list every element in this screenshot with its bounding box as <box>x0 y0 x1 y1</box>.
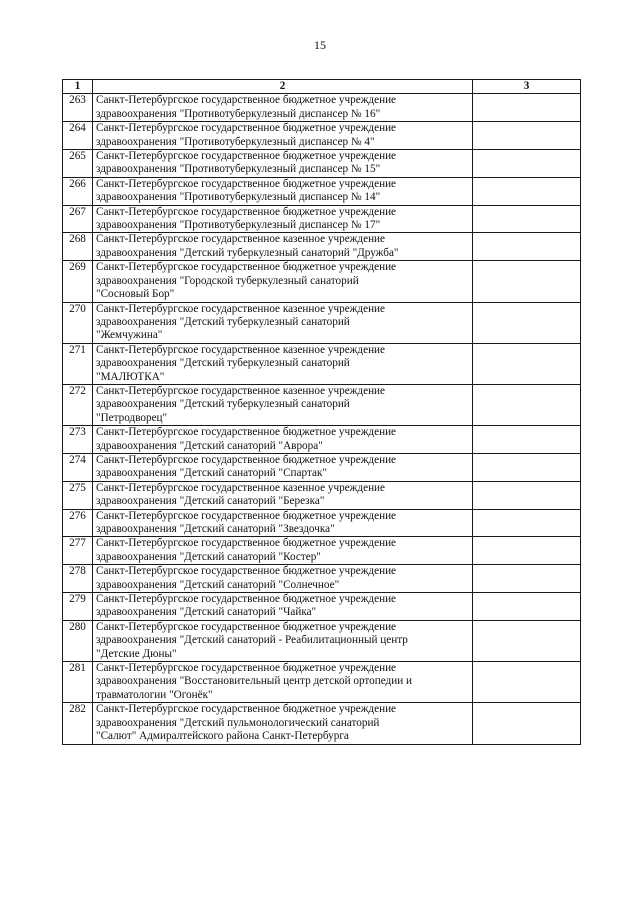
row-number: 275 <box>63 481 93 509</box>
row-number: 269 <box>63 261 93 302</box>
row-number: 272 <box>63 384 93 425</box>
column-header-name: 2 <box>93 80 473 94</box>
institution-name-line: Санкт-Петербургское государственное казенное учреждение <box>96 302 386 315</box>
row-extra-cell <box>473 703 581 744</box>
table-row <box>63 233 581 261</box>
table-row <box>63 703 581 744</box>
institution-name-line: здравоохранения "Детский санаторий "Солнечное" <box>96 578 340 591</box>
institution-name <box>93 177 473 205</box>
institution-name-line: здравоохранения "Детский туберкулезный санаторий "Дружба" <box>96 246 399 259</box>
institution-name-line: "Жемчужина" <box>96 329 163 342</box>
row-extra-cell <box>473 177 581 205</box>
institution-name-line: здравоохранения "Детский санаторий "Звездочка" <box>96 523 335 535</box>
row-extra-cell <box>473 343 581 384</box>
institution-name <box>93 94 473 122</box>
institution-name <box>93 620 473 661</box>
table-row <box>63 150 581 178</box>
row-number: 266 <box>63 177 93 205</box>
institution-name-line: Санкт-Петербургское государственное бюджетное учреждение <box>96 662 397 675</box>
institution-name-line: здравоохранения "Городской туберкулезный санаторий <box>96 274 359 287</box>
row-number: 268 <box>63 233 93 261</box>
institution-name-line: "Петродворец" <box>96 411 168 424</box>
institution-name-line: Санкт-Петербургское государственное бюджетное учреждение <box>96 453 397 466</box>
institution-name-line: Санкт-Петербургское государственное бюджетное учреждение <box>96 426 397 439</box>
column-header-extra: 3 <box>473 80 581 94</box>
institution-name <box>93 537 473 565</box>
row-extra-cell <box>473 205 581 233</box>
institution-name-line: травматологии "Огонёк" <box>96 688 213 701</box>
row-extra-cell <box>473 620 581 661</box>
row-number: 280 <box>63 620 93 661</box>
institution-name-line: здравоохранения "Противотуберкулезный диспансер № 14" <box>96 191 381 204</box>
institution-name-line: здравоохранения "Противотуберкулезный диспансер № 4" <box>96 135 375 148</box>
institution-name-line: Санкт-Петербургское государственное бюджетное учреждение <box>96 703 397 716</box>
institution-name <box>93 481 473 509</box>
row-extra-cell <box>473 453 581 481</box>
table-row <box>63 384 581 425</box>
row-extra-cell <box>473 261 581 302</box>
table-row <box>63 537 581 565</box>
row-extra-cell <box>473 509 581 537</box>
institution-name <box>93 662 473 703</box>
table-row <box>63 177 581 205</box>
institution-name <box>93 426 473 454</box>
institution-name <box>93 509 473 537</box>
row-number: 273 <box>63 426 93 454</box>
institution-name-line: "Сосновый Бор" <box>96 288 175 301</box>
table-row <box>63 662 581 703</box>
institution-name-line: здравоохранения "Детский санаторий "Аврора" <box>96 439 323 452</box>
row-extra-cell <box>473 565 581 593</box>
institution-name-line: Санкт-Петербургское государственное бюджетное учреждение <box>96 537 397 550</box>
institution-name <box>93 122 473 150</box>
institution-name-line: здравоохранения "Детский санаторий "Спартак" <box>96 467 327 480</box>
row-number: 270 <box>63 302 93 343</box>
table-row <box>63 620 581 661</box>
institution-name-line: Санкт-Петербургское государственное бюджетное учреждение <box>96 261 397 274</box>
institution-name <box>93 703 473 744</box>
table-row <box>63 426 581 454</box>
table-body <box>63 94 581 744</box>
institution-name-line: здравоохранения "Противотуберкулезный диспансер № 17" <box>96 219 381 232</box>
row-extra-cell <box>473 426 581 454</box>
institution-name-line: Санкт-Петербургское государственное бюджетное учреждение <box>96 565 397 578</box>
institutions-table <box>62 79 581 745</box>
institution-name <box>93 233 473 261</box>
table-row <box>63 94 581 122</box>
institution-name-line: здравоохранения "Детский туберкулезный санаторий <box>96 315 350 328</box>
table-row <box>63 302 581 343</box>
table-row <box>63 261 581 302</box>
row-number: 265 <box>63 150 93 178</box>
institution-name <box>93 384 473 425</box>
institution-name <box>93 150 473 178</box>
table-row <box>63 205 581 233</box>
row-number: 277 <box>63 537 93 565</box>
institution-name-line: Санкт-Петербургское государственное бюджетное учреждение <box>96 205 397 218</box>
institution-name-line: здравоохранения "Детский туберкулезный санаторий <box>96 398 350 411</box>
row-number: 263 <box>63 94 93 122</box>
institution-name-line: Санкт-Петербургское государственное казенное учреждение <box>96 233 386 246</box>
institution-name <box>93 205 473 233</box>
table-row <box>63 481 581 509</box>
row-extra-cell <box>473 593 581 621</box>
institution-name <box>93 343 473 384</box>
institution-name <box>93 565 473 593</box>
institution-name-line: здравоохранения "Детский пульмонологический санаторий <box>96 716 380 729</box>
institution-name-line: "Детские Дюны" <box>96 647 177 660</box>
page-number: 15 <box>314 38 326 52</box>
row-extra-cell <box>473 94 581 122</box>
row-number: 279 <box>63 593 93 621</box>
institution-name-line: здравоохранения "Восстановительный центр детской ортопедии и <box>96 675 412 688</box>
row-number: 282 <box>63 703 93 744</box>
institution-name-line: Санкт-Петербургское государственное бюджетное учреждение <box>96 94 397 107</box>
table-row <box>63 565 581 593</box>
table-row <box>63 453 581 481</box>
institution-name <box>93 261 473 302</box>
institution-name-line: здравоохранения "Детский санаторий - Реабилитационный центр <box>96 634 408 647</box>
row-number: 271 <box>63 343 93 384</box>
institution-name <box>93 593 473 621</box>
institution-name <box>93 302 473 343</box>
table-row <box>63 593 581 621</box>
institution-name <box>93 453 473 481</box>
institution-name-line: здравоохранения "Детский туберкулезный санаторий <box>96 357 350 370</box>
row-extra-cell <box>473 481 581 509</box>
institution-name-line: Санкт-Петербургское государственное бюджетное учреждение <box>96 620 397 633</box>
row-extra-cell <box>473 122 581 150</box>
row-number: 274 <box>63 453 93 481</box>
institution-name-line: здравоохранения "Противотуберкулезный диспансер № 15" <box>96 163 381 176</box>
institution-name-line: Санкт-Петербургское государственное казенное учреждение <box>96 343 386 356</box>
row-number: 276 <box>63 509 93 537</box>
table-row <box>63 343 581 384</box>
institution-name-line: Санкт-Петербургское государственное казенное учреждение <box>96 384 386 397</box>
row-number: 267 <box>63 205 93 233</box>
table-row <box>63 122 581 150</box>
row-number: 264 <box>63 122 93 150</box>
institution-name-line: "МАЛЮТКА" <box>96 370 165 383</box>
table-header-row <box>63 80 581 94</box>
institution-name-line: Санкт-Петербургское государственное бюджетное учреждение <box>96 150 397 163</box>
institution-name-line: "Салют" Адмиралтейского района Санкт-Петербурга <box>96 730 349 743</box>
institution-name-line: здравоохранения "Детский санаторий "Березка" <box>96 495 325 508</box>
row-extra-cell <box>473 662 581 703</box>
row-extra-cell <box>473 302 581 343</box>
institution-name-line: Санкт-Петербургское государственное казенное учреждение <box>96 481 386 494</box>
institution-name-line: здравоохранения "Детский санаторий "Костер" <box>96 550 321 563</box>
row-extra-cell <box>473 233 581 261</box>
institution-name-line: Санкт-Петербургское государственное бюджетное учреждение <box>96 509 397 522</box>
institution-name-line: здравоохранения "Детский санаторий "Чайка" <box>96 606 317 619</box>
institution-name-line: Санкт-Петербургское государственное бюджетное учреждение <box>96 593 397 606</box>
row-extra-cell <box>473 150 581 178</box>
row-extra-cell <box>473 384 581 425</box>
institution-name-line: здравоохранения "Противотуберкулезный диспансер № 16" <box>96 107 381 120</box>
row-number: 281 <box>63 662 93 703</box>
institution-name-line: Санкт-Петербургское государственное бюджетное учреждение <box>96 122 397 135</box>
row-extra-cell <box>473 537 581 565</box>
table-row <box>63 509 581 537</box>
row-number: 278 <box>63 565 93 593</box>
institution-name-line: Санкт-Петербургское государственное бюджетное учреждение <box>96 177 397 190</box>
column-header-number: 1 <box>63 80 93 94</box>
